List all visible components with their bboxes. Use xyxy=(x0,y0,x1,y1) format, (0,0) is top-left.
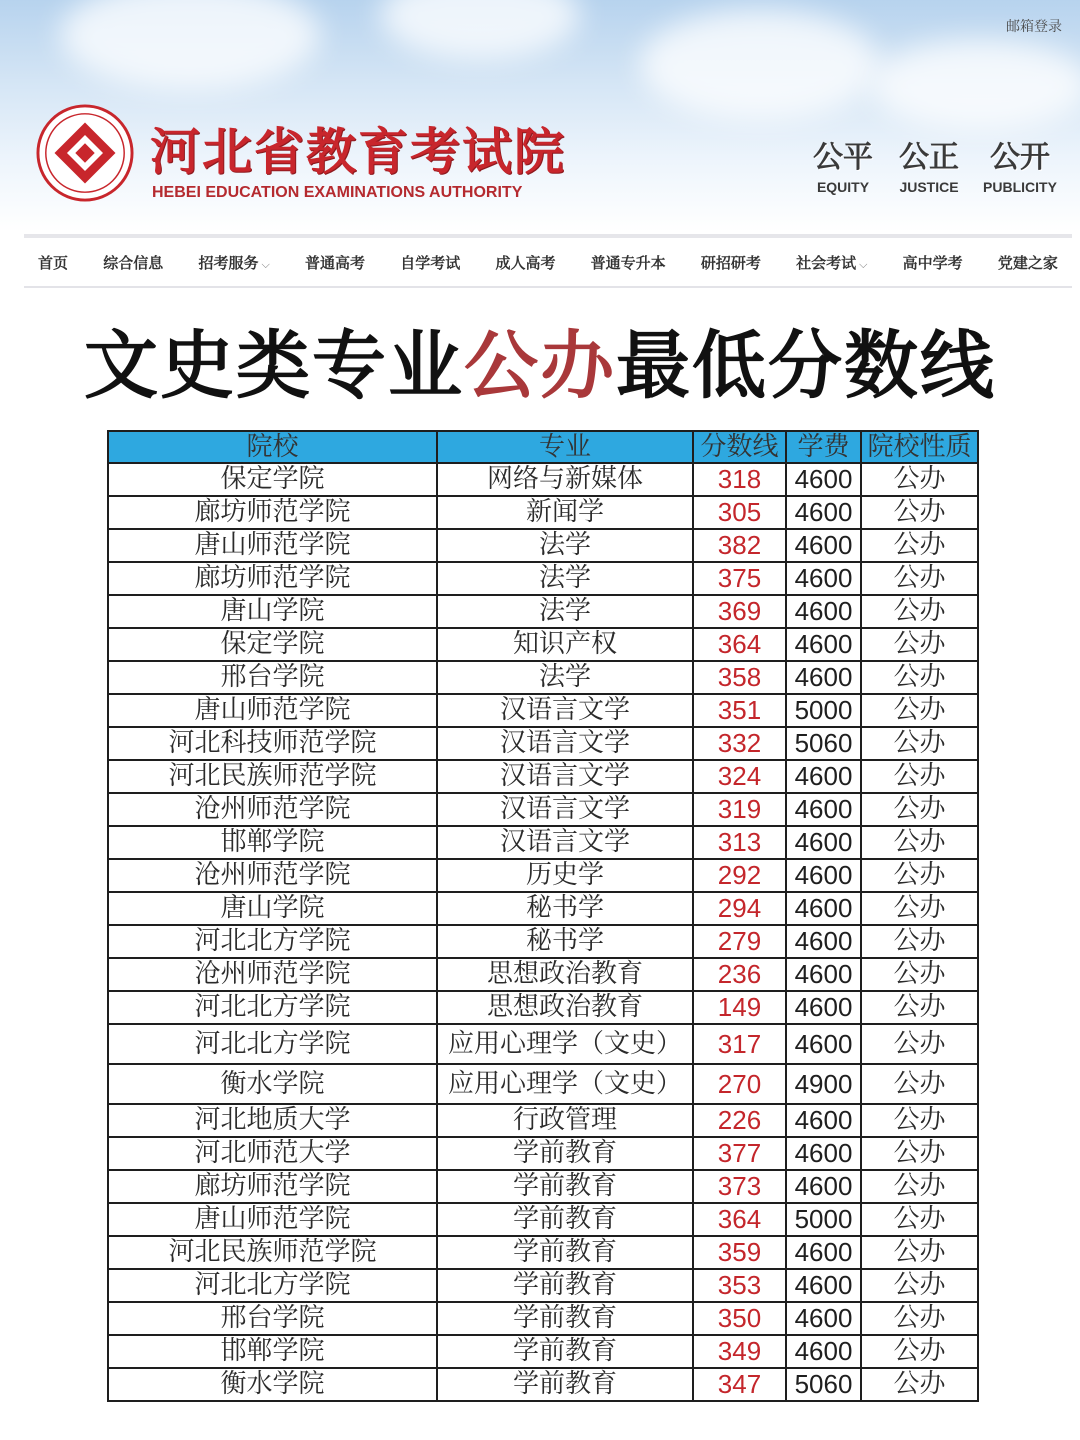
cell-score: 226 xyxy=(693,1104,786,1137)
table-row xyxy=(108,1203,978,1236)
cell-school: 河北北方学院 xyxy=(108,925,437,958)
cell-score: 319 xyxy=(693,793,786,826)
cell-major: 新闻学 xyxy=(437,496,693,529)
table-row xyxy=(108,958,978,991)
cell-school: 邢台学院 xyxy=(108,1302,437,1335)
cell-major: 汉语言文学 xyxy=(437,694,693,727)
cell-type: 公办 xyxy=(861,1064,978,1104)
nav-item-party-home[interactable] xyxy=(998,252,1058,273)
cell-tuition: 4600 xyxy=(786,760,861,793)
table-row xyxy=(108,1335,978,1368)
cell-score: 324 xyxy=(693,760,786,793)
cell-type: 公办 xyxy=(861,1137,978,1170)
cell-type: 公办 xyxy=(861,529,978,562)
nav-item-gaokao[interactable] xyxy=(305,252,365,273)
table-row xyxy=(108,529,978,562)
cell-score: 236 xyxy=(693,958,786,991)
cell-school: 河北科技师范学院 xyxy=(108,727,437,760)
cell-school: 河北北方学院 xyxy=(108,1024,437,1064)
cell-type: 公办 xyxy=(861,463,978,496)
table-row xyxy=(108,1368,978,1401)
cell-tuition: 4600 xyxy=(786,859,861,892)
cell-tuition: 4600 xyxy=(786,826,861,859)
cell-score: 279 xyxy=(693,925,786,958)
nav-item-adult-exam[interactable] xyxy=(495,252,555,273)
cell-score: 350 xyxy=(693,1302,786,1335)
cell-school: 唐山师范学院 xyxy=(108,529,437,562)
cell-tuition: 4600 xyxy=(786,463,861,496)
cell-school: 河北民族师范学院 xyxy=(108,1236,437,1269)
cell-tuition: 5000 xyxy=(786,694,861,727)
chevron-down-icon: ⌵ xyxy=(261,257,270,271)
cell-tuition: 5060 xyxy=(786,1368,861,1401)
cell-score: 347 xyxy=(693,1368,786,1401)
cell-major: 应用心理学（文史） xyxy=(437,1024,693,1064)
cell-school: 邯郸学院 xyxy=(108,826,437,859)
cell-tuition: 5060 xyxy=(786,727,861,760)
site-title: 河北省教育考试院 xyxy=(150,123,566,181)
cell-tuition: 4600 xyxy=(786,496,861,529)
site-header xyxy=(0,0,1080,232)
table-row xyxy=(108,991,978,1024)
cell-school: 河北师范大学 xyxy=(108,1137,437,1170)
cell-type: 公办 xyxy=(861,925,978,958)
cell-major: 学前教育 xyxy=(437,1269,693,1302)
nav-label: 党建之家 xyxy=(997,253,1058,272)
table-row xyxy=(108,1064,978,1104)
table-row xyxy=(108,562,978,595)
col-header-type: 院校性质 xyxy=(861,431,978,463)
cell-score: 364 xyxy=(693,1203,786,1236)
nav-item-social-exam[interactable] xyxy=(796,252,867,273)
sky-cloud xyxy=(640,10,880,120)
cell-school: 河北北方学院 xyxy=(108,991,437,1024)
table-row xyxy=(108,793,978,826)
cell-school: 唐山师范学院 xyxy=(108,694,437,727)
cell-type: 公办 xyxy=(861,1269,978,1302)
cell-tuition: 4600 xyxy=(786,595,861,628)
nav-item-graduate-exam[interactable] xyxy=(701,252,761,273)
sky-cloud xyxy=(870,40,1080,130)
cell-tuition: 4600 xyxy=(786,925,861,958)
site-subtitle: HEBEI EDUCATION EXAMINATIONS AUTHORITY xyxy=(152,184,523,201)
headline-suffix: 最低分数线 xyxy=(616,323,996,409)
nav-item-self-study-exam[interactable] xyxy=(400,252,460,273)
cell-score: 149 xyxy=(693,991,786,1024)
cell-type: 公办 xyxy=(861,628,978,661)
cell-major: 法学 xyxy=(437,562,693,595)
cell-tuition: 4600 xyxy=(786,1170,861,1203)
motto-cn: 公开 xyxy=(990,140,1050,175)
table-row xyxy=(108,628,978,661)
cell-type: 公办 xyxy=(861,991,978,1024)
cell-type: 公办 xyxy=(861,661,978,694)
cell-school: 廊坊师范学院 xyxy=(108,496,437,529)
col-header-major: 专业 xyxy=(437,431,693,463)
main-nav xyxy=(24,234,1072,288)
cell-school: 沧州师范学院 xyxy=(108,859,437,892)
cell-major: 汉语言文学 xyxy=(437,826,693,859)
cell-tuition: 4600 xyxy=(786,1335,861,1368)
chevron-down-icon: ⌵ xyxy=(859,257,868,271)
nav-item-admission-services[interactable] xyxy=(198,252,269,273)
motto-justice xyxy=(884,138,974,196)
cell-score: 270 xyxy=(693,1064,786,1104)
cell-tuition: 4600 xyxy=(786,1137,861,1170)
cell-score: 294 xyxy=(693,892,786,925)
motto-en: EQUITY xyxy=(816,179,870,195)
cell-type: 公办 xyxy=(861,694,978,727)
nav-label: 普通专升本 xyxy=(590,253,666,272)
cell-score: 373 xyxy=(693,1170,786,1203)
cell-score: 359 xyxy=(693,1236,786,1269)
cell-type: 公办 xyxy=(861,1170,978,1203)
cell-type: 公办 xyxy=(861,1302,978,1335)
col-header-score: 分数线 xyxy=(693,431,786,463)
table-row xyxy=(108,595,978,628)
cell-type: 公办 xyxy=(861,1335,978,1368)
table-row xyxy=(108,859,978,892)
headline-prefix: 文史类专业 xyxy=(84,323,464,409)
cell-school: 沧州师范学院 xyxy=(108,958,437,991)
cell-type: 公办 xyxy=(861,1203,978,1236)
cell-score: 377 xyxy=(693,1137,786,1170)
nav-item-general-info[interactable] xyxy=(103,252,163,273)
cell-type: 公办 xyxy=(861,892,978,925)
cell-school: 唐山学院 xyxy=(108,892,437,925)
cell-score: 292 xyxy=(693,859,786,892)
cell-school: 保定学院 xyxy=(108,463,437,496)
cell-type: 公办 xyxy=(861,859,978,892)
cell-type: 公办 xyxy=(861,562,978,595)
cell-score: 375 xyxy=(693,562,786,595)
cell-tuition: 4600 xyxy=(786,892,861,925)
cell-score: 369 xyxy=(693,595,786,628)
cell-score: 364 xyxy=(693,628,786,661)
cell-tuition: 4600 xyxy=(786,1024,861,1064)
cell-school: 河北民族师范学院 xyxy=(108,760,437,793)
nav-item-home[interactable] xyxy=(38,252,68,273)
cell-tuition: 4600 xyxy=(786,991,861,1024)
table-row xyxy=(108,661,978,694)
cell-type: 公办 xyxy=(861,496,978,529)
cell-score: 332 xyxy=(693,727,786,760)
cell-major: 秘书学 xyxy=(437,892,693,925)
cell-major: 学前教育 xyxy=(437,1302,693,1335)
cell-major: 学前教育 xyxy=(437,1203,693,1236)
table-body xyxy=(108,463,978,1401)
cell-score: 358 xyxy=(693,661,786,694)
cell-major: 汉语言文学 xyxy=(437,793,693,826)
cell-major: 汉语言文学 xyxy=(437,727,693,760)
cell-major: 学前教育 xyxy=(437,1137,693,1170)
motto-cn: 公平 xyxy=(813,140,873,175)
cell-tuition: 4600 xyxy=(786,562,861,595)
cell-tuition: 4600 xyxy=(786,1236,861,1269)
cell-score: 382 xyxy=(693,529,786,562)
cell-major: 秘书学 xyxy=(437,925,693,958)
table-row xyxy=(108,826,978,859)
motto-en: JUSTICE xyxy=(899,179,959,195)
table-row xyxy=(108,760,978,793)
cell-score: 353 xyxy=(693,1269,786,1302)
cell-school: 邯郸学院 xyxy=(108,1335,437,1368)
cell-score: 317 xyxy=(693,1024,786,1064)
table-header-row xyxy=(108,431,978,463)
cell-tuition: 4600 xyxy=(786,1104,861,1137)
cell-tuition: 4600 xyxy=(786,1269,861,1302)
cell-major: 应用心理学（文史） xyxy=(437,1064,693,1104)
nav-label: 综合信息 xyxy=(103,253,164,272)
cell-major: 知识产权 xyxy=(437,628,693,661)
table-row xyxy=(108,727,978,760)
nav-label: 招考服务 xyxy=(198,253,259,272)
cell-tuition: 4600 xyxy=(786,793,861,826)
cell-tuition: 4600 xyxy=(786,661,861,694)
cell-school: 廊坊师范学院 xyxy=(108,1170,437,1203)
cell-type: 公办 xyxy=(861,1024,978,1064)
table-row xyxy=(108,496,978,529)
cell-type: 公办 xyxy=(861,793,978,826)
col-header-tuition: 学费 xyxy=(786,431,861,463)
cell-school: 衡水学院 xyxy=(108,1368,437,1401)
cell-school: 唐山学院 xyxy=(108,595,437,628)
nav-item-upgrade-exam[interactable] xyxy=(591,252,666,273)
table-row xyxy=(108,1170,978,1203)
nav-label: 普通高考 xyxy=(305,253,366,272)
nav-item-high-school-test[interactable] xyxy=(903,252,963,273)
table-row xyxy=(108,694,978,727)
headline-accent: 公办 xyxy=(464,323,616,409)
table-row xyxy=(108,1302,978,1335)
table-row xyxy=(108,1024,978,1064)
cell-score: 318 xyxy=(693,463,786,496)
cell-type: 公办 xyxy=(861,727,978,760)
sky-cloud xyxy=(60,0,320,90)
cell-tuition: 4900 xyxy=(786,1064,861,1104)
motto-equity xyxy=(798,138,888,196)
cell-tuition: 4600 xyxy=(786,628,861,661)
cell-tuition: 5000 xyxy=(786,1203,861,1236)
table-row xyxy=(108,1104,978,1137)
cell-tuition: 4600 xyxy=(786,1302,861,1335)
nav-label: 自学考试 xyxy=(400,253,461,272)
col-header-school: 院校 xyxy=(108,431,437,463)
nav-label: 研招研考 xyxy=(700,253,761,272)
cell-school: 保定学院 xyxy=(108,628,437,661)
cell-major: 法学 xyxy=(437,595,693,628)
table-row xyxy=(108,1269,978,1302)
motto-en: PUBLICITY xyxy=(983,179,1057,195)
table-row xyxy=(108,463,978,496)
cell-score: 305 xyxy=(693,496,786,529)
cell-type: 公办 xyxy=(861,1368,978,1401)
sky-cloud xyxy=(380,0,580,60)
table-row xyxy=(108,1236,978,1269)
cell-tuition: 4600 xyxy=(786,529,861,562)
cell-major: 历史学 xyxy=(437,859,693,892)
cell-major: 法学 xyxy=(437,529,693,562)
cell-score: 313 xyxy=(693,826,786,859)
cell-school: 衡水学院 xyxy=(108,1064,437,1104)
table-row xyxy=(108,1137,978,1170)
cell-school: 邢台学院 xyxy=(108,661,437,694)
cell-score: 349 xyxy=(693,1335,786,1368)
cell-major: 行政管理 xyxy=(437,1104,693,1137)
cell-type: 公办 xyxy=(861,760,978,793)
cell-major: 思想政治教育 xyxy=(437,958,693,991)
cell-school: 唐山师范学院 xyxy=(108,1203,437,1236)
cell-type: 公办 xyxy=(861,958,978,991)
cell-major: 学前教育 xyxy=(437,1236,693,1269)
page-headline xyxy=(0,318,1080,414)
authority-logo-icon[interactable] xyxy=(36,104,134,202)
nav-label: 高中学考 xyxy=(902,253,963,272)
cell-type: 公办 xyxy=(861,1104,978,1137)
cell-major: 学前教育 xyxy=(437,1368,693,1401)
cell-school: 廊坊师范学院 xyxy=(108,562,437,595)
cell-major: 法学 xyxy=(437,661,693,694)
cell-major: 网络与新媒体 xyxy=(437,463,693,496)
nav-label: 首页 xyxy=(38,253,69,272)
cell-major: 思想政治教育 xyxy=(437,991,693,1024)
score-table xyxy=(107,430,979,1402)
cell-type: 公办 xyxy=(861,595,978,628)
cell-score: 351 xyxy=(693,694,786,727)
table-row xyxy=(108,925,978,958)
motto-publicity xyxy=(975,138,1065,196)
cell-major: 学前教育 xyxy=(437,1170,693,1203)
cell-major: 汉语言文学 xyxy=(437,760,693,793)
cell-school: 河北地质大学 xyxy=(108,1104,437,1137)
table-row xyxy=(108,892,978,925)
cell-type: 公办 xyxy=(861,826,978,859)
cell-tuition: 4600 xyxy=(786,958,861,991)
cell-major: 学前教育 xyxy=(437,1335,693,1368)
motto-cn: 公正 xyxy=(899,140,959,175)
email-login-link[interactable]: 邮箱登录 xyxy=(1006,19,1062,35)
cell-school: 河北北方学院 xyxy=(108,1269,437,1302)
nav-label: 社会考试 xyxy=(796,253,857,272)
nav-label: 成人高考 xyxy=(495,253,556,272)
cell-type: 公办 xyxy=(861,1236,978,1269)
cell-school: 沧州师范学院 xyxy=(108,793,437,826)
